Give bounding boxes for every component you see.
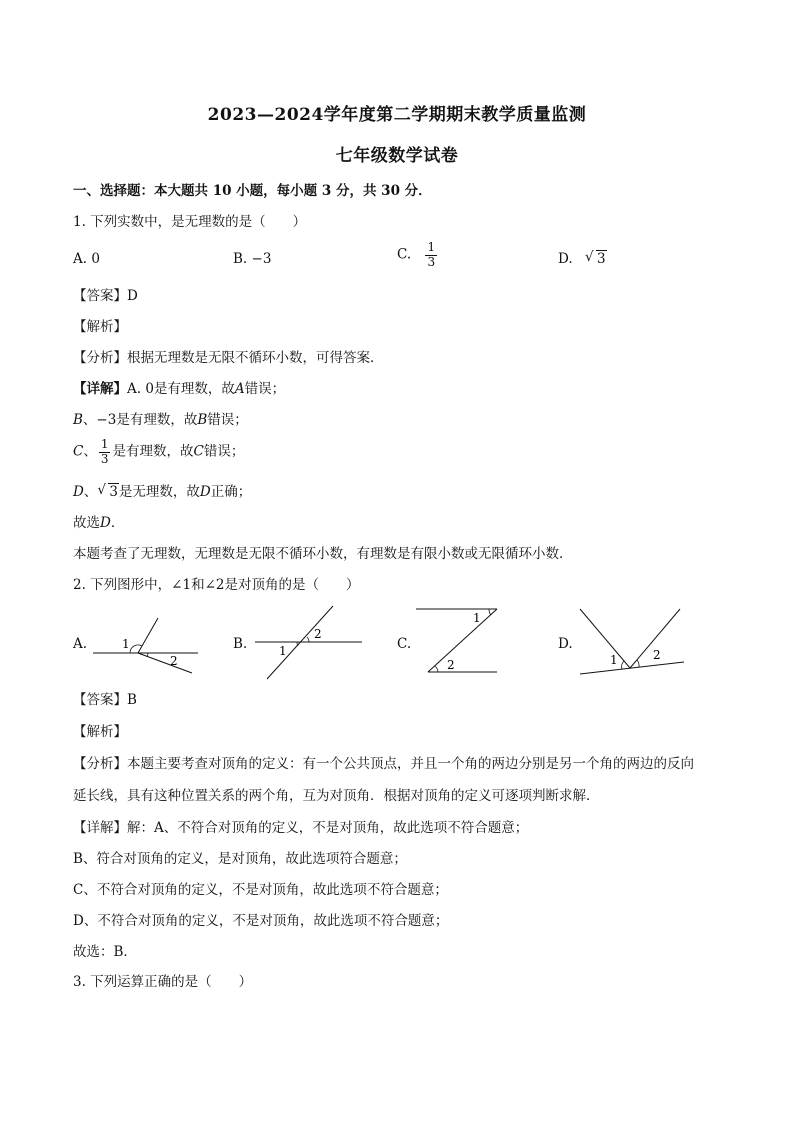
section-heading: 一、选择题：本大题共 10 小题，每小题 3 分，共 30 分． <box>73 183 432 199</box>
q1-detail-b <box>73 414 248 428</box>
q3-stem: 3. 下列运算正确的是（ ） <box>73 974 253 990</box>
q2-detail-d: D、不符合对顶角的定义，不是对顶角，故此选项不符合题意； <box>73 913 449 929</box>
detail-fraction <box>99 438 111 467</box>
radical-icon: √ <box>97 482 106 498</box>
detail-prefix: D <box>73 484 84 500</box>
angle-1-label: 1 <box>473 611 481 625</box>
q2-fenxi-line2: 延长线，具有这种位置关系的两个角，互为对顶角．根据对顶角的定义可逐项判断求解． <box>73 788 600 804</box>
q1-option-b: B. −3 <box>233 251 272 267</box>
q2-figure-d <box>578 606 690 678</box>
q1-option-a: A. 0 <box>73 251 100 267</box>
q1-answer: 【答案】D <box>73 288 138 304</box>
q2-option-c-label: C. <box>397 636 412 652</box>
choose-var: D <box>100 515 111 531</box>
q1-option-c-label: C. <box>397 246 412 263</box>
q1-choose <box>73 517 124 531</box>
angle-1-label: 1 <box>279 644 287 658</box>
fraction-denominator: 3 <box>100 451 109 466</box>
detail-end: 错误； <box>207 412 248 428</box>
fraction-numerator: 1 <box>100 437 109 451</box>
angle-2-label: 2 <box>447 658 455 672</box>
q2-figure-c <box>413 605 503 677</box>
detail-var: B <box>197 412 208 428</box>
q2-option-b-label: B. <box>233 636 248 652</box>
radicand: 3 <box>596 251 606 267</box>
q1-option-d <box>558 249 607 267</box>
detail-text: A. 0是有理数，故 <box>127 381 235 397</box>
detail-end: 正确； <box>210 484 252 500</box>
detail-text: 、−3是有理数，故 <box>82 412 198 428</box>
angle-arc <box>489 609 491 615</box>
exam-subtitle: 七年级数学试卷 <box>335 146 459 166</box>
q2-fenxi-line1: 【分析】本题主要考查对顶角的定义：有一个公共顶点，并且一个角的两边分别是另一个角的两边的反向 <box>73 756 694 772</box>
q1-stem: 1. 下列实数中，是无理数的是（ ） <box>73 214 307 230</box>
q1-option-d-label: D. <box>558 251 573 267</box>
q2-figure-b <box>252 603 367 683</box>
figure-line <box>138 618 158 653</box>
q2-option-d-label: D. <box>558 636 573 652</box>
choose-text: 故选 <box>73 515 100 531</box>
sqrt-3 <box>584 249 607 267</box>
q2-figure-a <box>90 610 210 680</box>
q1-option-c-fraction <box>425 241 437 270</box>
radical-icon: √ <box>584 249 594 265</box>
q2-choose: 故选：B． <box>73 944 137 960</box>
fraction-denominator: 3 <box>427 254 436 269</box>
figure-line <box>138 653 192 673</box>
detail-end: 错误； <box>244 381 286 397</box>
detail-end: 错误； <box>203 443 245 460</box>
angle-1-label: 1 <box>610 653 618 667</box>
q2-stem: 2. 下列图形中，∠1和∠2是对顶角的是（ ） <box>73 577 360 593</box>
choose-end: ． <box>110 515 125 531</box>
detail-prefix: C <box>73 443 84 460</box>
sqrt-3 <box>97 482 119 500</box>
q2-option-a-label: A. <box>73 636 88 652</box>
q1-fenxi: 【分析】根据无理数是无限不循环小数，可得答案． <box>73 350 384 366</box>
q1-option-c <box>397 241 439 270</box>
angle-1-label: 1 <box>122 637 130 651</box>
angle-arc <box>307 637 309 642</box>
detail-var: C <box>193 443 204 460</box>
angle-arc <box>637 660 639 667</box>
q1-detail-c <box>73 438 244 467</box>
detail-text: 是无理数，故 <box>118 484 200 500</box>
angle-arc <box>435 666 438 672</box>
angle-arc <box>622 661 624 669</box>
detail-text: 是有理数，故 <box>112 443 194 460</box>
q2-detail-b: B、符合对顶角的定义，是对顶角，故此选项符合题意； <box>73 851 407 867</box>
figure-line <box>428 609 497 672</box>
q1-analysis-tag: 【解析】 <box>73 319 127 335</box>
q1-detail-d <box>73 482 252 500</box>
q1-summary: 本题考查了无理数，无理数是无限不循环小数，有理数是有限小数或无限循环小数． <box>73 546 573 562</box>
q1-detail-a <box>73 383 285 397</box>
detail-sep: 、 <box>83 484 98 500</box>
detail-tag: 【详解】 <box>73 381 127 397</box>
figure-line <box>580 662 684 674</box>
radicand: 3 <box>109 484 118 500</box>
detail-prefix: B <box>73 412 83 428</box>
q2-analysis-tag: 【解析】 <box>73 724 127 740</box>
angle-2-label: 2 <box>314 627 322 641</box>
figure-line <box>580 609 630 668</box>
detail-var: A <box>234 381 245 397</box>
exam-title: 2023—2024学年度第二学期期末教学质量监测 <box>207 105 587 125</box>
detail-sep: 、 <box>83 443 97 460</box>
fraction-numerator: 1 <box>427 240 436 254</box>
angle-2-label: 2 <box>170 654 178 668</box>
q2-detail-a: 【详解】解：A、不符合对顶角的定义，不是对顶角，故此选项不符合题意； <box>73 820 529 836</box>
detail-var: D <box>199 484 211 500</box>
q2-answer: 【答案】B <box>73 692 137 708</box>
angle-2-label: 2 <box>653 648 661 662</box>
q2-detail-c: C、不符合对顶角的定义，不是对顶角，故此选项不符合题意； <box>73 882 448 898</box>
